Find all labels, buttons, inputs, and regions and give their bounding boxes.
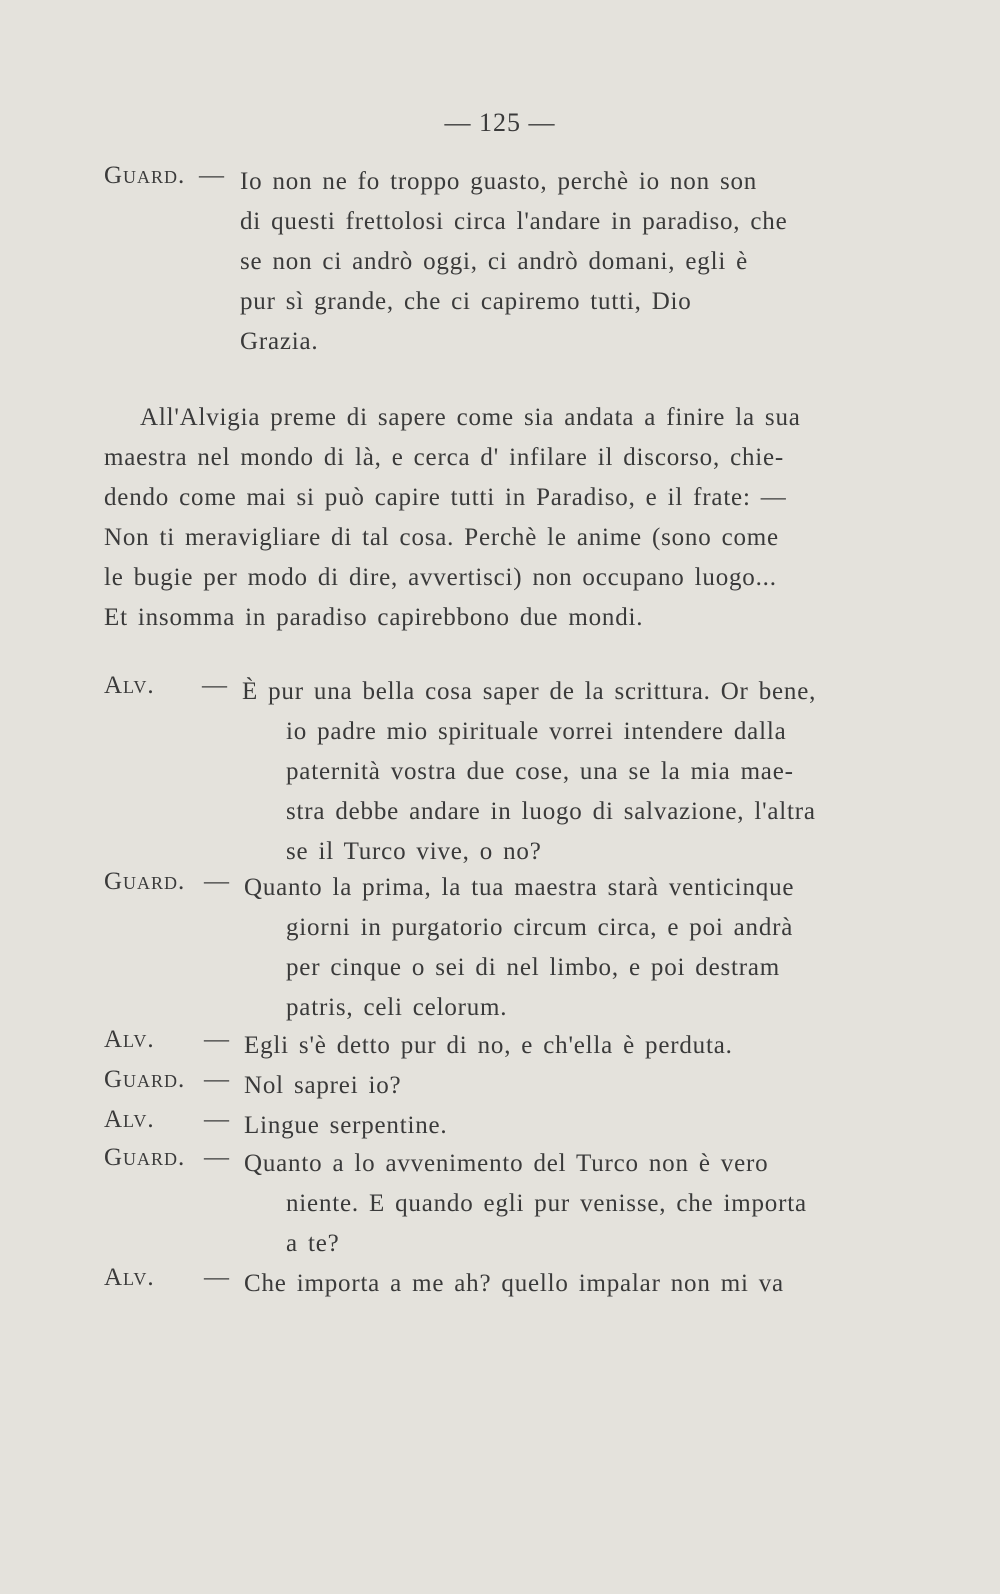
text-line: Quanto la prima, la tua maestra starà venticinque xyxy=(244,874,795,901)
speech-text xyxy=(244,1264,784,1304)
text-line: giorni in purgatorio circum circa, e poi andrà xyxy=(286,914,794,941)
text-line: Non ti meravigliare di tal cosa. Perchè le anime (sono come xyxy=(104,524,779,551)
text-line: Nol saprei io? xyxy=(244,1072,402,1099)
text-line: È pur una bella cosa saper de la scrittura. Or bene, xyxy=(242,678,817,705)
speech-text xyxy=(244,1066,784,1106)
speech-dash: — xyxy=(204,1144,229,1171)
text-line: patris, celi celorum. xyxy=(286,994,508,1021)
speech-dash: — xyxy=(204,1264,229,1291)
speech-dash: — xyxy=(202,672,227,699)
text-line: maestra nel mondo di là, e cerca d' infilare il discorso, chie- xyxy=(104,444,785,471)
speech-dash: — xyxy=(204,1026,229,1053)
speech-text xyxy=(244,1106,784,1146)
speech-dash: — xyxy=(199,162,224,189)
speaker-label: Guard. xyxy=(104,1144,186,1171)
narrative-paragraph xyxy=(104,398,824,638)
text-line: Quanto a lo avvenimento del Turco non è vero xyxy=(244,1150,769,1177)
text-line: pur sì grande, che ci capiremo tutti, Dio xyxy=(240,288,692,315)
text-line: dendo come mai si può capire tutti in Paradiso, e il frate: — xyxy=(104,484,787,511)
speaker-label: Alv. xyxy=(104,1264,155,1291)
text-line: All'Alvigia preme di sapere come sia andata a finire la sua xyxy=(140,404,801,431)
speaker-label: Alv. xyxy=(104,1106,155,1133)
text-line: Che importa a me ah? quello impalar non mi va xyxy=(244,1270,784,1297)
text-line: Grazia. xyxy=(240,328,319,355)
speaker-label: Alv. xyxy=(104,672,155,699)
speech-text xyxy=(244,868,795,1028)
page-number: — 125 — xyxy=(444,108,556,137)
text-line: stra debbe andare in luogo di salvazione, l'altra xyxy=(286,798,816,825)
text-line: Egli s'è detto pur di no, e ch'ella è perduta. xyxy=(244,1032,733,1059)
speech-dash: — xyxy=(204,868,229,895)
text-line: io padre mio spirituale vorrei intendere dalla xyxy=(286,718,787,745)
speaker-label: Guard. xyxy=(104,868,186,895)
text-line: Lingue serpentine. xyxy=(244,1112,448,1139)
text-line: niente. E quando egli pur venisse, che importa xyxy=(286,1190,807,1217)
speech-text xyxy=(244,1144,807,1264)
speech-dash: — xyxy=(204,1066,229,1093)
text-line: paternità vostra due cose, una se la mia mae- xyxy=(286,758,794,785)
text-line: a te? xyxy=(286,1230,340,1257)
speaker-label: Guard. xyxy=(104,162,186,189)
text-line: per cinque o sei di nel limbo, e poi destram xyxy=(286,954,781,981)
speech-text xyxy=(240,162,788,362)
speaker-label: Alv. xyxy=(104,1026,155,1053)
text-line: Et insomma in paradiso capirebbono due mondi. xyxy=(104,604,644,631)
speech-text xyxy=(244,1026,784,1066)
text-line: se non ci andrò oggi, ci andrò domani, egli è xyxy=(240,248,749,275)
speaker-label: Guard. xyxy=(104,1066,186,1093)
speech-dash: — xyxy=(204,1106,229,1133)
speech-text xyxy=(242,672,817,872)
text-line: di questi frettolosi circa l'andare in paradiso, che xyxy=(240,208,788,235)
text-line: Io non ne fo troppo guasto, perchè io non son xyxy=(240,168,758,195)
text-line: se il Turco vive, o no? xyxy=(286,838,542,865)
text-line: le bugie per modo di dire, avvertisci) non occupano luogo... xyxy=(104,564,777,591)
